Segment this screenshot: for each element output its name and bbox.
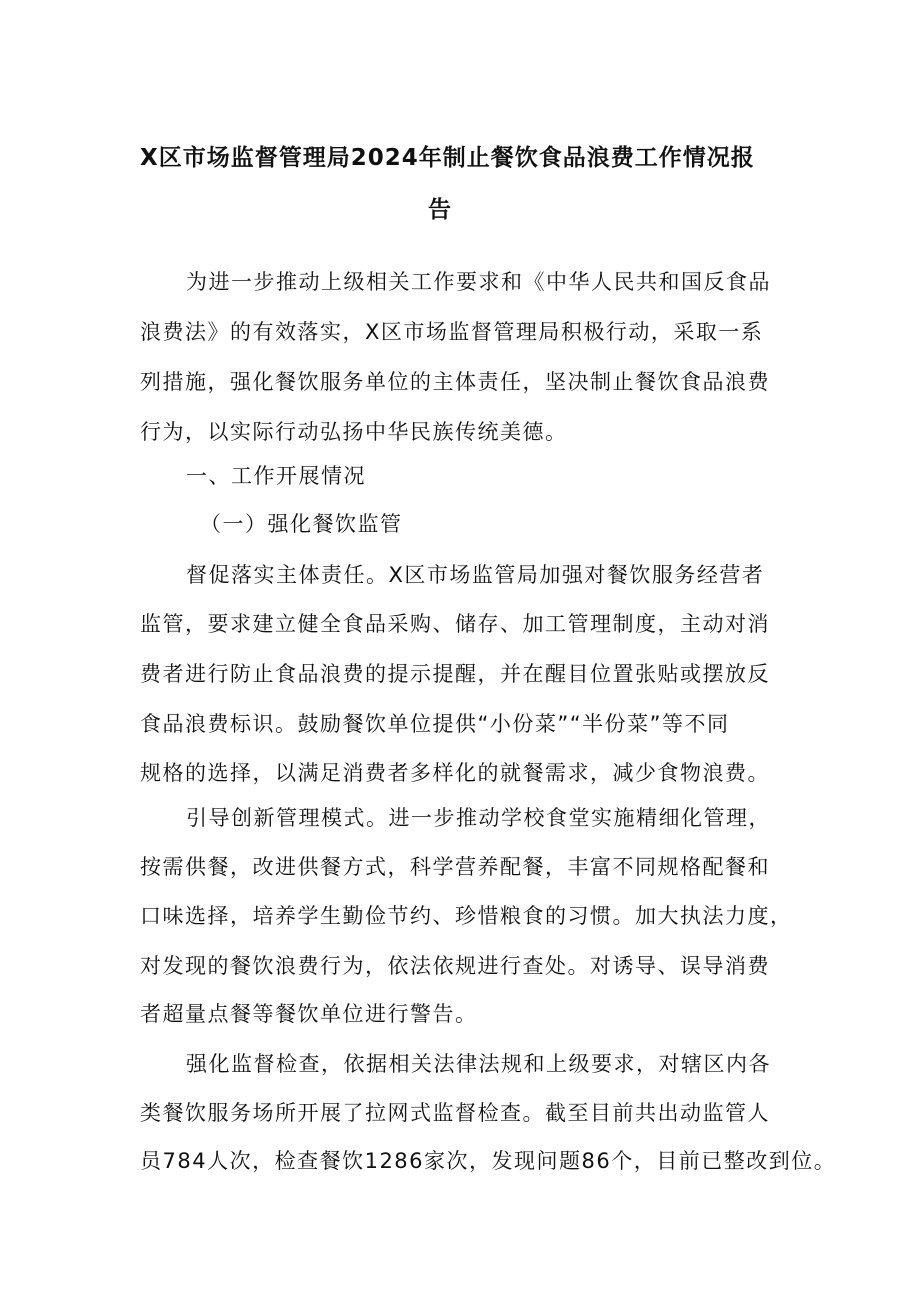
paragraph-intro-line-4: 行为，以实际行动弘扬中华民族传统美德。 bbox=[140, 420, 568, 444]
subsection-heading-1: （一）强化餐饮监管 bbox=[200, 512, 403, 536]
paragraph-2-line-2: 监管，要求建立健全食品采购、储存、加工管理制度，主动对消 bbox=[140, 612, 770, 636]
paragraph-4-line-2: 类餐饮服务场所开展了拉网式监督检查。截至目前共出动监管人 bbox=[140, 1101, 770, 1125]
paragraph-intro-line-2: 浪费法》的有效落实，X区市场监督管理局积极行动，采取一系 bbox=[140, 320, 764, 344]
paragraph-2-line-1: 督促落实主体责任。X区市场监管局加强对餐饮服务经营者 bbox=[186, 563, 765, 587]
paragraph-2-line-3: 费者进行防止食品浪费的提示提醒，并在醒目位置张贴或摆放反 bbox=[140, 662, 770, 686]
paragraph-4-line-1: 强化监督检查，依据相关法律法规和上级要求，对辖区内各 bbox=[186, 1052, 771, 1076]
paragraph-2-line-5: 规格的选择，以满足消费者多样化的就餐需求，减少食物浪费。 bbox=[140, 761, 770, 785]
paragraph-4-line-3: 员784人次，检查餐饮1286家次，发现问题86个，目前已整改到位。 bbox=[140, 1149, 837, 1173]
paragraph-3-line-1: 引导创新管理模式。进一步推动学校食堂实施精细化管理， bbox=[186, 806, 771, 830]
paragraph-intro-line-3: 列措施，强化餐饮服务单位的主体责任，坚决制止餐饮食品浪费 bbox=[140, 370, 770, 394]
paragraph-3-line-2: 按需供餐，改进供餐方式，科学营养配餐，丰富不同规格配餐和 bbox=[140, 855, 770, 879]
paragraph-intro-line-1: 为进一步推动上级相关工作要求和《中华人民共和国反食品 bbox=[186, 270, 771, 294]
section-heading-1: 一、工作开展情况 bbox=[186, 464, 366, 488]
document-title-line-2: 告 bbox=[428, 197, 452, 223]
document-title-line-1: X区市场监督管理局2024年制止餐饮食品浪费工作情况报 bbox=[140, 145, 755, 171]
paragraph-3-line-5: 者超量点餐等餐饮单位进行警告。 bbox=[140, 1002, 478, 1026]
paragraph-3-line-4: 对发现的餐饮浪费行为，依法依规进行查处。对诱导、误导消费 bbox=[140, 954, 770, 978]
paragraph-3-line-3: 口味选择，培养学生勤俭节约、珍惜粮食的习惯。加大执法力度， bbox=[140, 904, 793, 928]
paragraph-2-line-4: 食品浪费标识。鼓励餐饮单位提供“小份菜”“半份菜”等不同 bbox=[140, 712, 730, 736]
